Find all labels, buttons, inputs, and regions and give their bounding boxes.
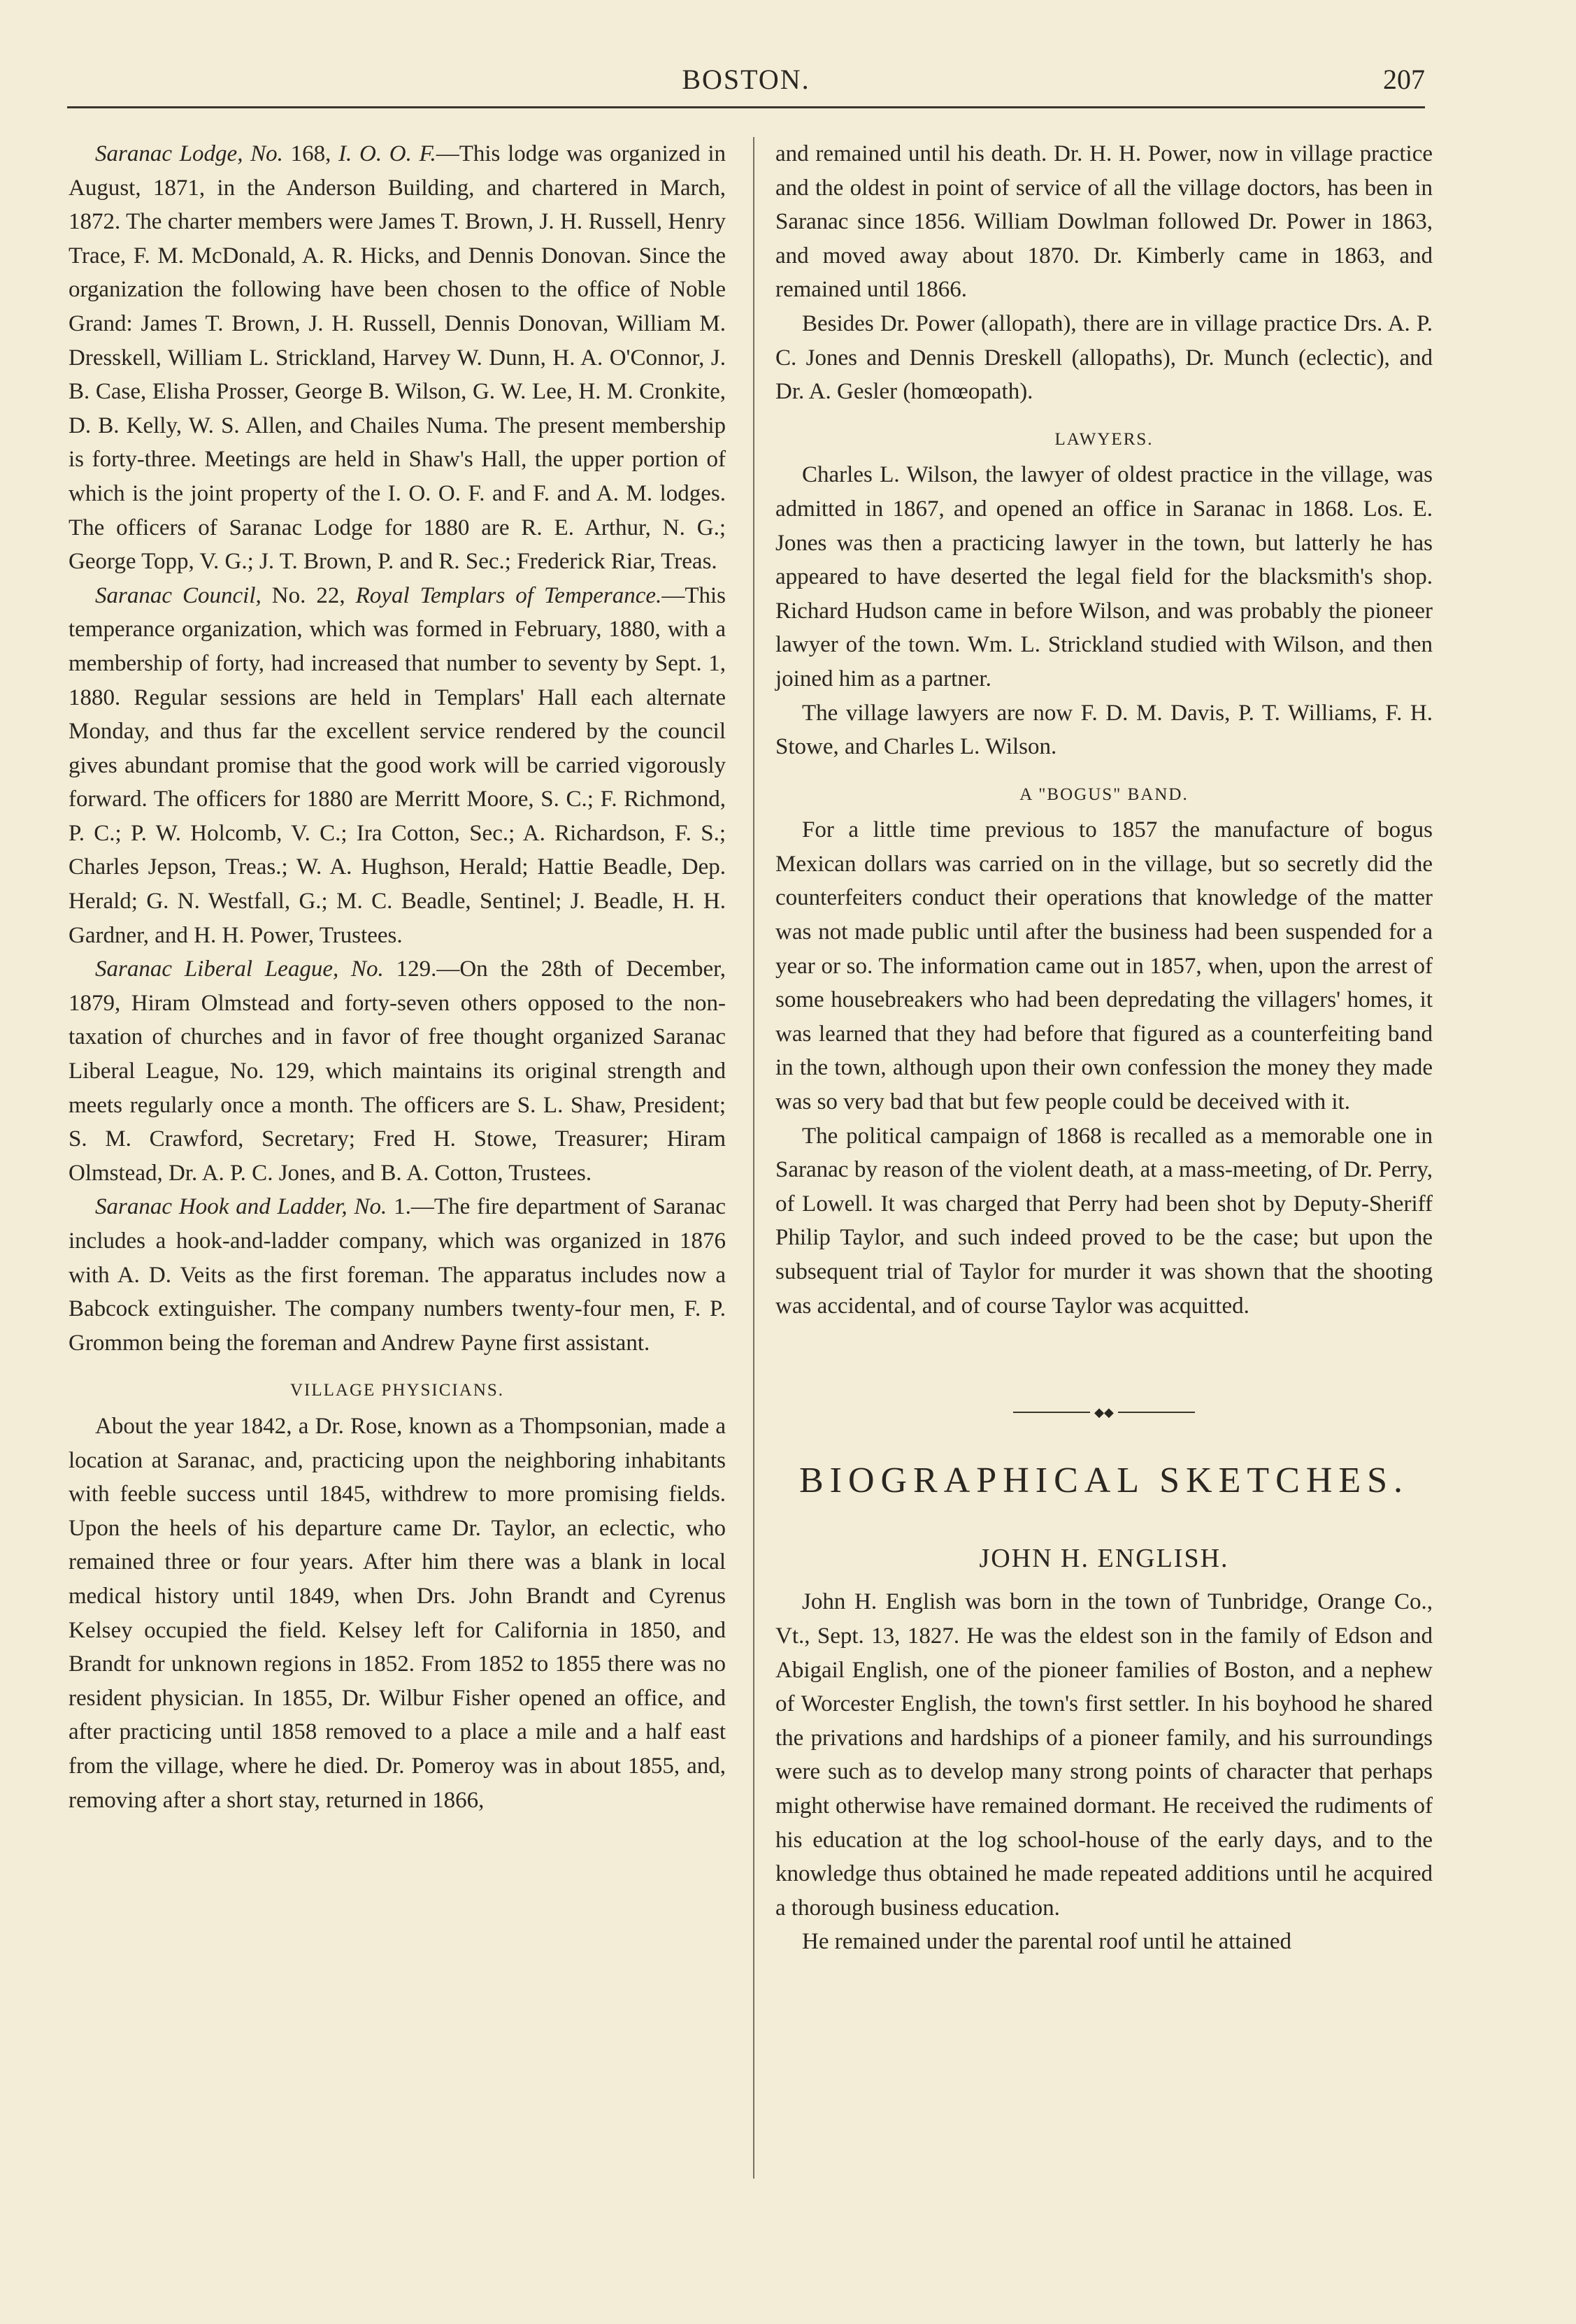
section-ornament [775, 1405, 1433, 1419]
league-name: Saranac Liberal League, No. [95, 956, 384, 982]
paragraph-political-campaign: The political campaign of 1868 is recalled as a memorable one in Saranac by reason of the violent death, at a mass-meeting, of Dr. Perry, of Lowell. It was charged that Perry had been shot by Deputy-Sheriff Philip Taylor, and such indeed proved to be the case; but upon the subsequent trial of Taylor for murder it was shown that the shooting was accidental, and of course Taylor was acquitted. [775, 1123, 1433, 1319]
paragraph-village-practice: Besides Dr. Power (allopath), there are in village practice Drs. A. P. C. Jones and Dennis Dreskell (allopaths), Dr. Munch (eclectic), and Dr. A. Gesler (homœopath). [775, 310, 1433, 405]
paragraph-bogus-band: For a little time previous to 1857 the manufacture of bogus Mexican dollars was carried on in the village, but so secretly did the counterfeiters conduct their operations that knowledge of the matter was not made public until after the business had been suspended for a year or so. The information came out in 1857, when, upon the arrest of some housebreakers who had been depredating the villagers' homes, it was learned that they had before that figured as a counterfeiting band in the town, although upon their own confession the money they made was so very bad that but few people could be deceived with it. [775, 817, 1433, 1115]
page-number: 207 [1383, 64, 1425, 95]
ornament-rule-left [1013, 1412, 1090, 1413]
paragraph-saranac-council [69, 579, 726, 953]
lodge-number: 168, [282, 141, 339, 166]
paragraph-liberal-league [69, 952, 726, 1190]
heading-village-physicians: VILLAGE PHYSICIANS. [289, 1381, 505, 1400]
ornament-glyph: ◆◆ [1094, 1405, 1114, 1420]
paragraph-physicians: About the year 1842, a Dr. Rose, known as a Thompsonian, made a location at Saranac, and, practicing upon the neighboring inhabitants with feeble success until 1845, withdrew to more promising fields. Upon the heels of his departure came Dr. Taylor, an eclectic, who remained three or four years. After him there was a blank in local medical history until 1849, when Drs. John Brandt and Cyrenus Kelsey occupied the field. Kelsey left for California in 1850, and Brandt for unknown regions in 1852. From 1852 to 1855 there was no resident physician. In 1855, Dr. Wilbur Fisher opened an office, and after practicing until 1858 removed to a place a mile and a half east from the village, where he died. Dr. Pomeroy was in about 1855, and, removing after a short stay, returned in 1866, [69, 1413, 726, 1813]
league-text: 129.—On the 28th of December, 1879, Hiram Olmstead and forty-seven others opposed to the non-taxation of churches and in favor of free thought organized Saranac Liberal League, No. 129, which maintains its original strength and meets regularly once a month. The officers are S. L. Shaw, President; S. M. Crawford, Secretary; Fred H. Stowe, Treasurer; Hiram Olmstead, Dr. A. P. C. Jones, and B. A. Cotton, Trustees. [69, 956, 726, 1186]
heading-lawyers: LAWYERS. [1054, 429, 1154, 449]
hook-ladder-text: 1.—The fire department of Saranac includes a hook-and-ladder company, which was organized in 1876 with A. D. Veits as the first foreman. The apparatus includes now a Babcock extinguisher. The company numbers twenty-four men, F. P. Grommon being the foreman and Andrew Payne first assistant. [69, 1194, 726, 1356]
page-header [67, 57, 1425, 108]
paragraph-physicians-continued: and remained until his death. Dr. H. H. Power, now in village practice and the oldest in point of service of all the village doctors, has been in Saranac since 1856. William Dowlman followed Dr. Power in 1863, and moved away about 1870. Dr. Kimberly came in 1863, and remained until 1866. [775, 141, 1433, 303]
running-title: BOSTON. [682, 64, 810, 95]
council-order: Royal Templars of Temperance. [355, 582, 662, 608]
section-title: BIOGRAPHICAL SKETCHES. [798, 1461, 1410, 1501]
paragraph-saranac-lodge [69, 137, 726, 579]
hook-ladder-name: Saranac Hook and Ladder, No. [95, 1194, 387, 1220]
paragraph-lawyers: Charles L. Wilson, the lawyer of oldest practice in the village, was admitted in 1867, and opened an office in Saranac in 1868. Los. E. Jones was then a practicing lawyer in the town, but latterly he has appeared to have deserted the legal field for the blacksmith's shop. Richard Hudson came in before Wilson, and was probably the pioneer lawyer of the town. Wm. L. Strickland studied with Wilson, and then joined him as a partner. [775, 462, 1433, 691]
lodge-order: I. O. O. F. [338, 141, 436, 166]
sketch-name: JOHN H. ENGLISH. [979, 1543, 1229, 1573]
column-divider [753, 137, 754, 2179]
paragraph-english-bio: John H. English was born in the town of Tunbridge, Orange Co., Vt., Sept. 13, 1827. He was the eldest son in the family of Edson and Abigail English, one of the pioneer families of Boston, and a nephew of Worcester English, the town's first settler. In his boyhood he shared the privations and hardships of a pioneer family, and his surroundings were such as to develop many strong points of character that perhaps might otherwise have remained dormant. He received the rudiments of his education at the log school-house of the early days, and to the knowledge thus obtained he made repeated additions until he acquired a thorough business education. [775, 1589, 1433, 1921]
heading-bogus-band: A "BOGUS" BAND. [1019, 784, 1189, 804]
lodge-name: Saranac Lodge, No. [95, 141, 283, 166]
right-column [775, 137, 1433, 1959]
paragraph-village-lawyers: The village lawyers are now F. D. M. Davis, P. T. Williams, F. H. Stowe, and Charles L. Wilson. [775, 700, 1433, 760]
paragraph-hook-and-ladder [69, 1190, 726, 1360]
lodge-text: —This lodge was organized in August, 1871, in the Anderson Building, and chartered in March, 1872. The charter members were James T. Brown, J. H. Russell, Henry Trace, F. M. McDonald, A. R. Hicks, and Dennis Donovan. Since the organization the following have been chosen to the office of Noble Grand: James T. Brown, J. H. Russell, Dennis Donovan, William M. Dresskell, William L. Strickland, Harvey W. Dunn, H. A. O'Connor, J. B. Case, Elisha Prosser, George B. Wilson, G. W. Lee, H. M. Cronkite, D. B. Kelly, W. S. Allen, and Chailes Numa. The present membership is forty-three. Meetings are held in Shaw's Hall, the upper portion of which is the joint property of the I. O. O. F. and F. and A. M. lodges. The officers of Saranac Lodge for 1880 are R. E. Arthur, N. G.; George Topp, V. G.; J. T. Brown, P. and R. Sec.; Frederick Riar, Treas. [69, 141, 726, 575]
council-number: No. 22, [261, 582, 356, 608]
left-column [69, 137, 726, 1817]
council-name: Saranac Council, [95, 582, 262, 608]
council-text: —This temperance organization, which was formed in February, 1880, with a membership of forty, had increased that number to seventy by Sept. 1, 1880. Regular sessions are held in Templars' Hall each alternate Monday, and thus far the excellent service rendered by the council gives abundant promise that the good work will be carried vigorously forward. The officers for 1880 are Merritt Moore, S. C.; F. Richmond, P. C.; P. W. Holcomb, V. C.; Ira Cotton, Sec.; A. Richardson, F. S.; Charles Jepson, Treas.; W. A. Hughson, Herald; Hattie Beadle, Dep. Herald; G. N. Westfall, G.; M. C. Beadle, Sentinel; J. Beadle, H. H. Gardner, and H. H. Power, Trustees. [69, 582, 726, 948]
paragraph-english-bio-continued: He remained under the parental roof until he attained [802, 1929, 1292, 1955]
ornament-rule-right [1118, 1412, 1195, 1413]
